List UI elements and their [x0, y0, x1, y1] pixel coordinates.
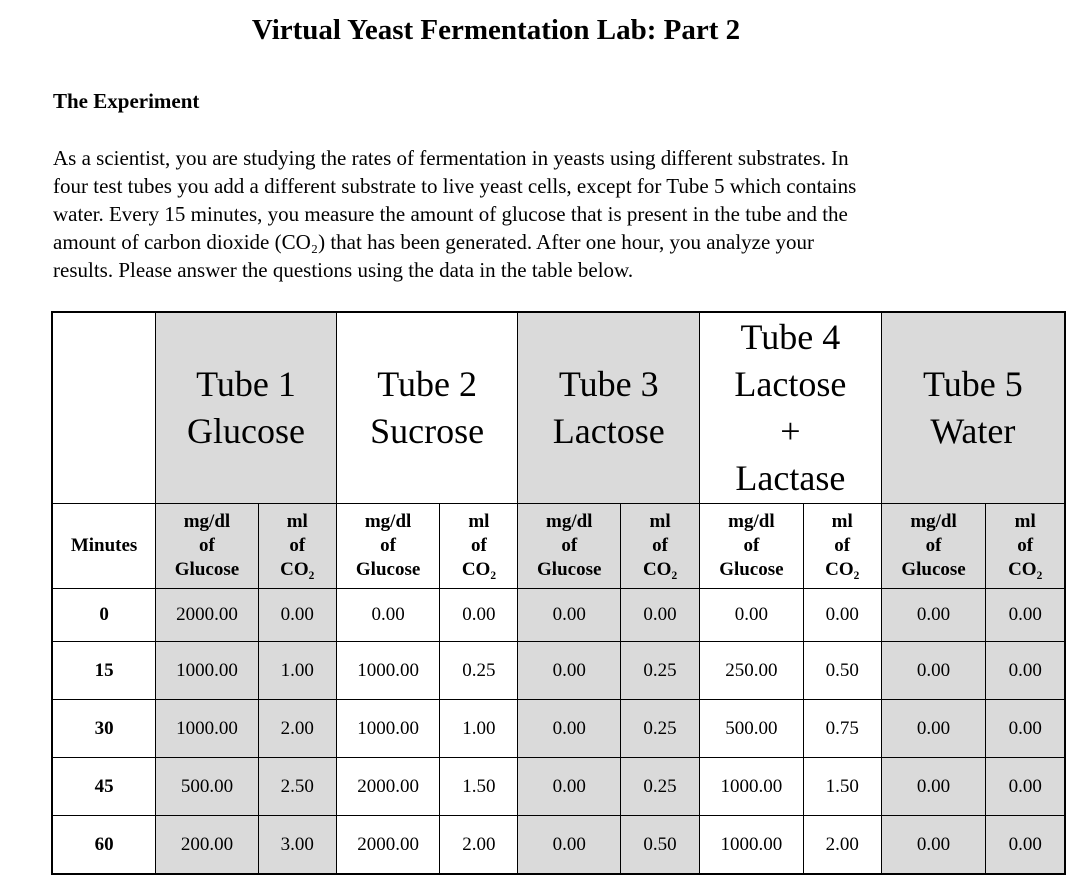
table-row — [52, 758, 1065, 816]
value-cell: 1.50 — [440, 758, 518, 816]
table-row — [52, 700, 1065, 758]
value-cell: 0.50 — [803, 642, 881, 700]
fermentation-data-table — [51, 311, 1066, 875]
value-cell: 500.00 — [156, 758, 259, 816]
minutes-cell: 15 — [52, 642, 156, 700]
value-cell: 0.00 — [621, 589, 700, 642]
tube-2-name: Tube 2 — [377, 364, 477, 404]
intro-line: water. Every 15 minutes, you measure the amount of glucose that is present in the tube and the — [53, 202, 848, 226]
tube-5-substrate: Water — [930, 411, 1016, 451]
intro-line: As a scientist, you are studying the rates of fermentation in yeasts using different substrates. In — [53, 146, 849, 170]
corner-cell — [52, 312, 156, 504]
value-cell: 1000.00 — [156, 642, 259, 700]
value-cell: 1000.00 — [700, 758, 804, 816]
glucose-col-header: mg/dl of Glucose — [700, 504, 804, 589]
value-cell: 0.00 — [881, 700, 986, 758]
value-cell: 0.25 — [621, 700, 700, 758]
value-cell: 0.00 — [986, 758, 1065, 816]
tube-4-header — [700, 312, 882, 504]
page-title: Virtual Yeast Fermentation Lab: Part 2 — [251, 14, 741, 46]
value-cell: 1.00 — [258, 642, 336, 700]
value-cell: 0.25 — [621, 642, 700, 700]
tube-3-header — [518, 312, 700, 504]
value-cell: 0.00 — [986, 589, 1065, 642]
value-cell: 200.00 — [156, 816, 259, 875]
value-cell: 0.00 — [518, 589, 621, 642]
value-cell: 0.00 — [336, 589, 440, 642]
value-cell: 1.50 — [803, 758, 881, 816]
value-cell: 1000.00 — [156, 700, 259, 758]
value-cell: 0.00 — [881, 758, 986, 816]
value-cell: 2000.00 — [336, 758, 440, 816]
value-cell: 0.00 — [518, 700, 621, 758]
value-cell: 0.25 — [440, 642, 518, 700]
value-cell: 0.00 — [258, 589, 336, 642]
tube-4-enzyme: Lactase — [735, 458, 846, 498]
value-cell: 0.00 — [881, 816, 986, 875]
intro-line: four test tubes you add a different substrate to live yeast cells, except for Tube 5 which contains — [53, 174, 857, 198]
glucose-col-header: mg/dl of Glucose — [518, 504, 621, 589]
co2-col-header: ml of CO₂ — [803, 504, 881, 589]
glucose-col-header: mg/dl of Glucose — [881, 504, 986, 589]
value-cell: 1000.00 — [336, 700, 440, 758]
tube-2-substrate: Sucrose — [370, 411, 485, 451]
value-cell: 1.00 — [440, 700, 518, 758]
glucose-col-header: mg/dl of Glucose — [336, 504, 440, 589]
table-row — [52, 642, 1065, 700]
tube-4-substrate: Lactose — [734, 364, 847, 404]
minutes-cell: 45 — [52, 758, 156, 816]
co2-col-header: ml of CO₂ — [258, 504, 336, 589]
value-cell: 0.25 — [621, 758, 700, 816]
minutes-cell: 60 — [52, 816, 156, 875]
value-cell: 500.00 — [700, 700, 804, 758]
intro-line: results. Please answer the questions using the data in the table below. — [53, 258, 634, 282]
table-row — [52, 816, 1065, 875]
tube-1-header — [156, 312, 337, 504]
value-cell: 0.00 — [986, 816, 1065, 875]
value-cell: 0.00 — [881, 642, 986, 700]
tube-3-name: Tube 3 — [558, 364, 659, 404]
minutes-header: Minutes — [52, 504, 156, 589]
value-cell: 0.00 — [986, 642, 1065, 700]
value-cell: 0.00 — [700, 589, 804, 642]
tube-2-header — [336, 312, 518, 504]
tube-4-plus: + — [780, 411, 801, 451]
value-cell: 0.50 — [621, 816, 700, 875]
minutes-cell: 0 — [52, 589, 156, 642]
tube-1-name: Tube 1 — [196, 364, 296, 404]
value-cell: 1000.00 — [700, 816, 804, 875]
glucose-col-header: mg/dl of Glucose — [156, 504, 259, 589]
value-cell: 0.00 — [440, 589, 518, 642]
value-cell: 2000.00 — [336, 816, 440, 875]
value-cell: 0.00 — [803, 589, 881, 642]
intro-line: amount of carbon dioxide (CO₂) that has been generated. After one hour, you analyze your — [53, 230, 815, 254]
value-cell: 3.00 — [258, 816, 336, 875]
tube-4-name: Tube 4 — [740, 317, 841, 357]
tube-1-substrate: Glucose — [186, 411, 305, 451]
co2-col-header: ml of CO₂ — [986, 504, 1065, 589]
value-cell: 2.50 — [258, 758, 336, 816]
value-cell: 2.00 — [803, 816, 881, 875]
value-cell: 0.00 — [518, 816, 621, 875]
tube-5-header — [881, 312, 1065, 504]
co2-col-header: ml of CO₂ — [621, 504, 700, 589]
value-cell: 2.00 — [440, 816, 518, 875]
value-cell: 0.00 — [986, 700, 1065, 758]
section-heading: The Experiment — [53, 89, 200, 113]
minutes-cell: 30 — [52, 700, 156, 758]
table-row — [52, 589, 1065, 642]
intro-paragraph — [53, 144, 1013, 284]
co2-col-header: ml of CO₂ — [440, 504, 518, 589]
value-cell: 1000.00 — [336, 642, 440, 700]
value-cell: 250.00 — [700, 642, 804, 700]
value-cell: 0.00 — [518, 758, 621, 816]
value-cell: 2000.00 — [156, 589, 259, 642]
value-cell: 2.00 — [258, 700, 336, 758]
value-cell: 0.75 — [803, 700, 881, 758]
tube-3-substrate: Lactose — [552, 411, 665, 451]
value-cell: 0.00 — [518, 642, 621, 700]
value-cell: 0.00 — [881, 589, 986, 642]
tube-5-name: Tube 5 — [923, 364, 1023, 404]
